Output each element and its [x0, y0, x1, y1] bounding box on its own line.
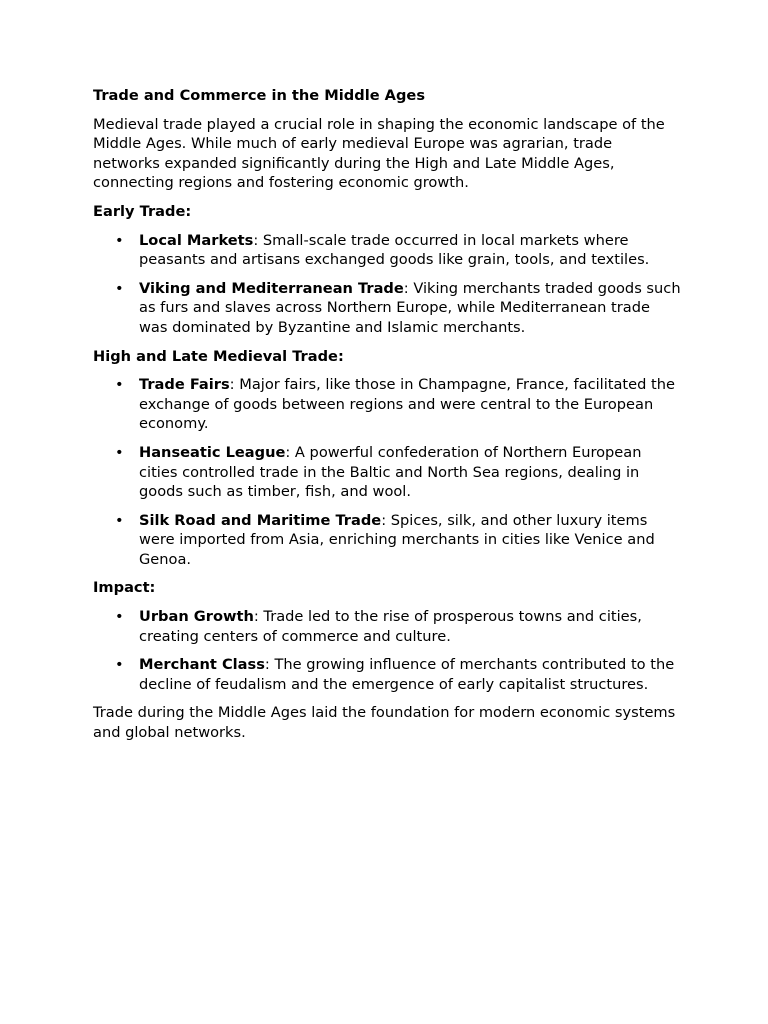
section-heading-high-late-trade: High and Late Medieval Trade:: [93, 347, 344, 365]
document-title: Trade and Commerce in the Middle Ages: [93, 87, 425, 104]
list-item-term: Merchant Class: [139, 656, 265, 674]
impact-list: [93, 607, 683, 694]
list-item: [93, 511, 683, 570]
list-item-term: Silk Road and Maritime Trade: [139, 511, 382, 529]
bullet-icon: •: [115, 656, 124, 674]
bullet-icon: •: [115, 511, 124, 529]
bullet-icon: •: [115, 443, 124, 461]
intro-paragraph: Medieval trade played a crucial role in shaping the economic landscape of the Middle Ages. While much of early medieval Europe was agrarian, trade networks expanded significantly during the High and Late Middle Ages, connecting regions and fostering economic growth.: [93, 115, 665, 192]
conclusion-paragraph: Trade during the Middle Ages laid the foundation for modern economic systems and global networks.: [93, 704, 676, 742]
section-heading-early-trade: Early Trade:: [93, 202, 192, 220]
bullet-icon: •: [115, 279, 124, 297]
document-page: [93, 86, 683, 752]
list-item: [93, 607, 683, 646]
list-item-text: : Viking merchants traded goods such as furs and slaves across Northern Europe, while Mediterranean trade was dominated by Byzantine and Islamic merchants.: [139, 279, 681, 336]
bullet-icon: •: [115, 231, 124, 249]
section-heading-impact: Impact:: [93, 579, 156, 597]
list-item-text: : Major fairs, like those in Champagne, France, facilitated the exchange of goods between regions and were central to the European economy.: [139, 376, 675, 433]
list-item-text: : Spices, silk, and other luxury items were imported from Asia, enriching merchants in cities like Venice and Genoa.: [139, 511, 655, 568]
high-late-trade-list: [93, 375, 683, 569]
list-item-term: Trade Fairs: [139, 376, 230, 394]
list-item: [93, 375, 683, 434]
list-item-text: : Trade led to the rise of prosperous towns and cities, creating centers of commerce and culture.: [139, 608, 642, 645]
list-item-text: : A powerful confederation of Northern European cities controlled trade in the Baltic and North Sea regions, dealing in goods such as timber, fish, and wool.: [139, 443, 642, 501]
list-item-term: Local Markets: [139, 231, 254, 249]
list-item-text: : The growing influence of merchants contributed to the decline of feudalism and the emergence of early capitalist structures.: [139, 656, 675, 693]
list-item-text: : Small-scale trade occurred in local markets where peasants and artisans exchanged goods like grain, tools, and textiles.: [139, 231, 650, 269]
list-item-term: Urban Growth: [139, 608, 254, 626]
list-item: [93, 655, 683, 694]
list-item: [93, 279, 683, 338]
early-trade-list: [93, 231, 683, 338]
list-item-term: Hanseatic League: [139, 443, 286, 461]
bullet-icon: •: [115, 376, 124, 394]
list-item-term: Viking and Mediterranean Trade: [139, 279, 404, 297]
list-item: [93, 231, 683, 270]
bullet-icon: •: [115, 608, 124, 626]
list-item: [93, 443, 683, 502]
